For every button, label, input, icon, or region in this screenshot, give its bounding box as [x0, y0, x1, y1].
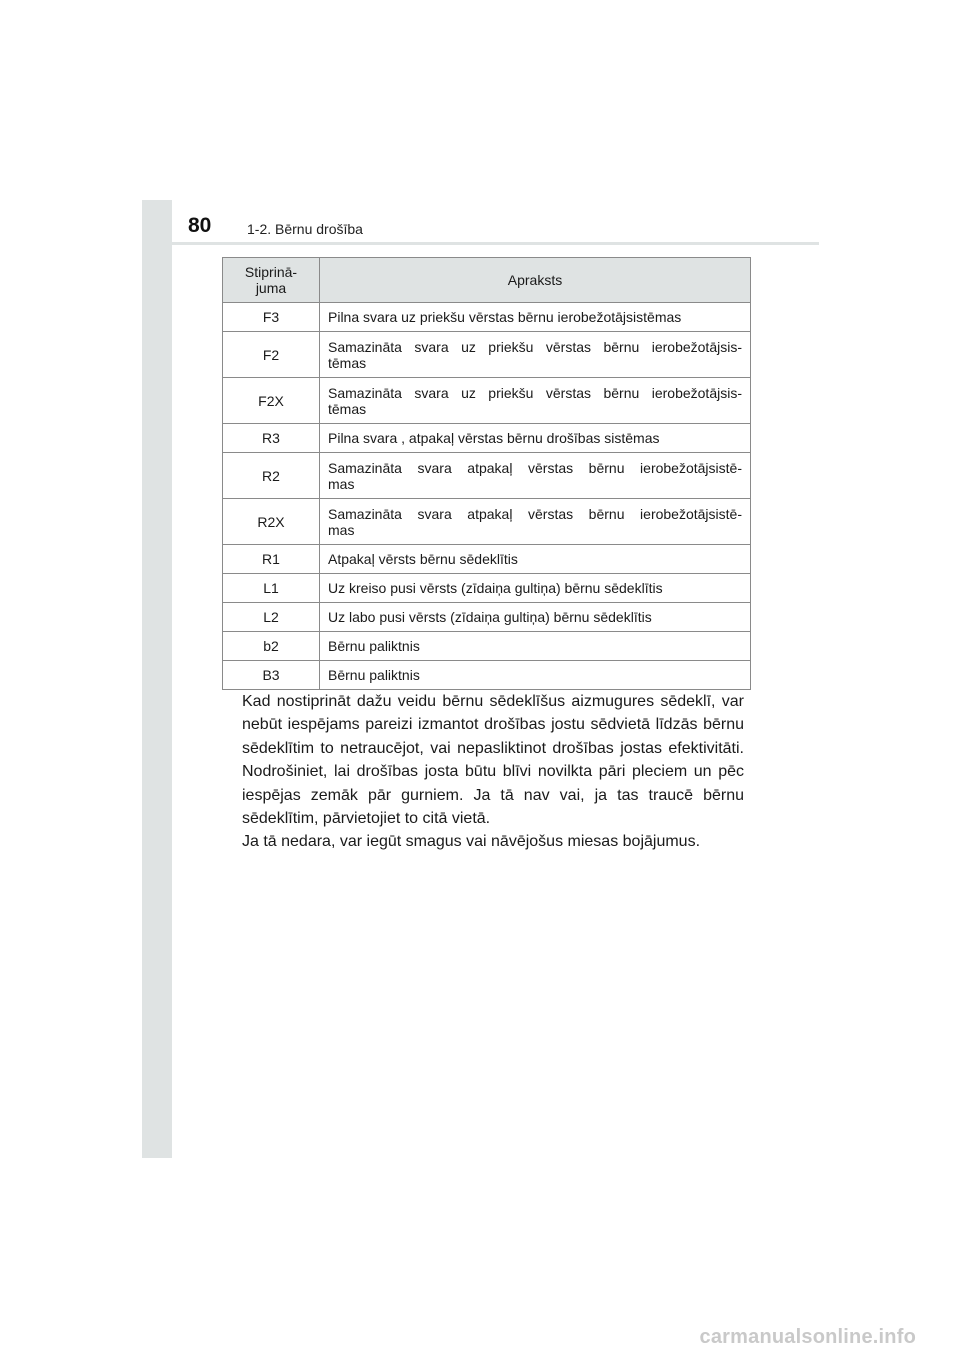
- fixture-description: Uz labo pusi vērsts (zīdaiņa gultiņa) bērnu sēdeklītis: [320, 603, 751, 632]
- column-header-fixture: [223, 258, 320, 303]
- fixture-description: Samazināta svara atpakaļ vērstas bērnu ierobežotājsistē- mas: [320, 499, 751, 545]
- table-row: [223, 303, 751, 332]
- table-row: [223, 424, 751, 453]
- fixture-code: F2X: [223, 378, 320, 424]
- fixture-code: B3: [223, 661, 320, 690]
- table-row: [223, 603, 751, 632]
- fixture-code: F3: [223, 303, 320, 332]
- warning-text: [242, 690, 744, 854]
- header-rule: [172, 242, 819, 245]
- table-row: [223, 332, 751, 378]
- table-row: [223, 661, 751, 690]
- fixture-code: L2: [223, 603, 320, 632]
- fixture-code: R3: [223, 424, 320, 453]
- fixture-table: [222, 257, 751, 690]
- fixture-description: Samazināta svara uz priekšu vērstas bērnu ierobežotājsis- tēmas: [320, 378, 751, 424]
- fixture-code: L1: [223, 574, 320, 603]
- fixture-description: Samazināta svara atpakaļ vērstas bērnu ierobežotājsistē- mas: [320, 453, 751, 499]
- side-band: [142, 200, 172, 1158]
- table-row: [223, 453, 751, 499]
- fixture-description: Pilna svara , atpakaļ vērstas bērnu drošības sistēmas: [320, 424, 751, 453]
- fixture-description: Bērnu paliktnis: [320, 632, 751, 661]
- table-row: [223, 545, 751, 574]
- fixture-description: Bērnu paliktnis: [320, 661, 751, 690]
- table-row: [223, 574, 751, 603]
- warning-paragraph: Kad nostiprināt dažu veidu bērnu sēdeklīšus aizmugures sēdeklī, var nebūt iespējams pareizi izmantot drošības jostu sēdvietā līdzās bērnu sēdeklītim to netraucējot, vai nepasliktinot drošības jostas efektivitāti. Nodrošiniet, lai drošības josta būtu blīvi novilkta pāri pleciem un pēc iespējas zemāk pār gurniem. Ja tā nav vai, ja tas traucē bērnu sēdeklītim, pārvietojiet to citā vietā.: [242, 693, 744, 828]
- column-header-fixture-label: Stiprinā- juma: [244, 264, 298, 296]
- warning-consequence: Ja tā nedara, var iegūt smagus vai nāvējošus miesas bojājumus.: [242, 833, 701, 851]
- section-title: 1-2. Bērnu drošība: [247, 221, 363, 237]
- table-row: [223, 632, 751, 661]
- fixture-description: Uz kreiso pusi vērsts (zīdaiņa gultiņa) bērnu sēdeklītis: [320, 574, 751, 603]
- fixture-code: R1: [223, 545, 320, 574]
- page-number: 80: [188, 214, 212, 237]
- column-header-description: [320, 258, 751, 303]
- table-row: [223, 499, 751, 545]
- fixture-description: Pilna svara uz priekšu vērstas bērnu ierobežotājsistēmas: [320, 303, 751, 332]
- table-header-row: [223, 258, 751, 303]
- table-row: [223, 378, 751, 424]
- fixture-code: b2: [223, 632, 320, 661]
- fixture-description: Atpakaļ vērsts bērnu sēdeklītis: [320, 545, 751, 574]
- fixture-description: Samazināta svara uz priekšu vērstas bērnu ierobežotājsis- tēmas: [320, 332, 751, 378]
- fixture-code: F2: [223, 332, 320, 378]
- fixture-code: R2: [223, 453, 320, 499]
- column-header-description-label: Apraksts: [507, 272, 563, 288]
- fixture-code: R2X: [223, 499, 320, 545]
- watermark: carmanualsonline.info: [699, 1326, 916, 1348]
